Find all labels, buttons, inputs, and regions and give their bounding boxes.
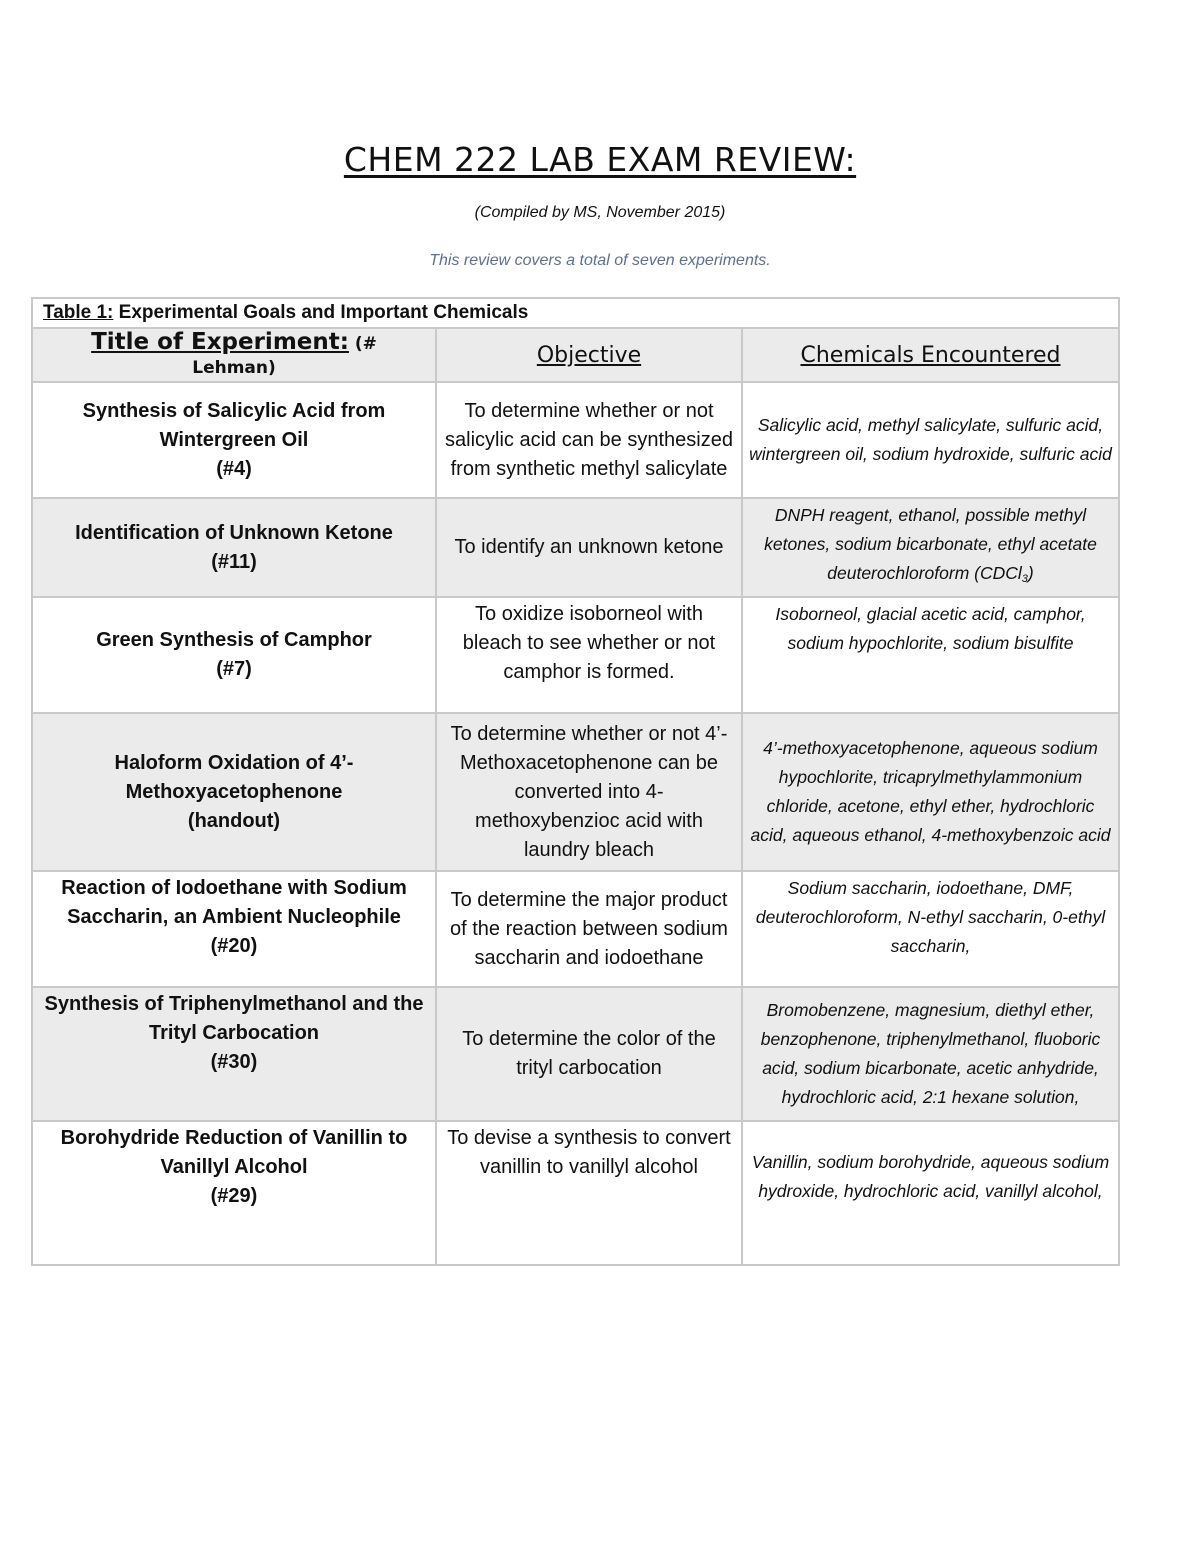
experiment-title: Reaction of Iodoethane with Sodium Saccharin, an Ambient Nucleophile [61,877,407,928]
experiment-title: Synthesis of Triphenylmethanol and the Trityl Carbocation [44,993,424,1044]
objective-cell: To determine whether or not salicylic acid can be synthesized from synthetic methyl salicylate [436,382,742,498]
experiment-title-cell [32,987,436,1121]
objective-cell: To determine whether or not 4’-Methoxacetophenone can be converted into 4-methoxybenzioc acid with laundry bleach [436,713,742,871]
experiment-number: (#4) [216,457,252,480]
experiment-title: Identification of Unknown Ketone [75,521,393,544]
objective-cell: To determine the color of the trityl carbocation [436,987,742,1121]
table-caption-text: Experimental Goals and Important Chemicals [113,302,529,323]
table-caption-label: Table 1: [43,302,114,323]
experiment-number: (handout) [187,809,281,832]
experiment-title-cell [32,382,436,498]
document-title: CHEM 222 LAB EXAM REVIEW: [343,140,857,179]
experiment-title-cell [32,871,436,987]
table-row [32,1121,1119,1265]
chemicals-cell: Salicylic acid, methyl salicylate, sulfuric acid, wintergreen oil, sodium hydroxide, sulfuric acid [742,382,1119,498]
table-caption-row [32,298,1119,328]
table-row [32,871,1119,987]
compiled-note: (Compiled by MS, November 2015) [474,204,726,221]
experiment-title: Green Synthesis of Camphor [96,629,372,651]
table-row [32,382,1119,498]
experiment-title: Haloform Oxidation of 4’-Methoxyacetophenone [114,751,354,803]
chemicals-cell: Isoborneol, glacial acetic acid, camphor, sodium hypochlorite, sodium bisulfite [742,597,1119,713]
header-title-label: Title of Experiment: [91,329,349,355]
header-objective: Objective [436,328,742,382]
chemicals-cell: Bromobenzene, magnesium, diethyl ether, benzophenone, triphenylmethanol, fluoboric acid, sodium bicarbonate, acetic anhydride, hydrochloric acid, 2:1 hexane solution, [742,987,1119,1121]
experiment-number: (#30) [210,1051,258,1073]
objective-cell: To devise a synthesis to convert vanillin to vanillyl alcohol [436,1121,742,1265]
table-caption [32,298,1119,328]
experiment-number: (#29) [210,1185,258,1207]
header-chemicals: Chemicals Encountered [742,328,1119,382]
experiment-title: Synthesis of Salicylic Acid from Wintergreen Oil [82,399,386,451]
experiment-number: (#11) [211,550,257,573]
objective-cell: To determine the major product of the reaction between sodium saccharin and iodoethane [436,871,742,987]
objective-cell: To identify an unknown ketone [436,498,742,597]
experiment-title-cell [32,1121,436,1265]
chemicals-cell: DNPH reagent, ethanol, possible methyl ketones, sodium bicarbonate, ethyl acetate deuterochloroform (CDCl$_3$) [742,498,1119,597]
chemicals-cell: Sodium saccharin, iodoethane, DMF, deuterochloroform, N-ethyl saccharin, 0-ethyl saccharin, [742,871,1119,987]
header-title-sub: Lehman) [192,358,276,378]
experiments-table [31,297,1120,1266]
experiment-title-cell [32,498,436,597]
experiment-number: (#7) [216,658,252,680]
table-header-row [32,328,1119,382]
header-title-suffix: (# [348,334,377,354]
coverage-note: This review covers a total of seven experiments. [429,252,771,269]
header-title-of-experiment [32,328,436,382]
objective-cell: To oxidize isoborneol with bleach to see whether or not camphor is formed. [436,597,742,713]
table-row [32,987,1119,1121]
chemicals-cell: 4’-methoxyacetophenone, aqueous sodium hypochlorite, tricaprylmethylammonium chloride, acetone, ethyl ether, hydrochloric acid, aqueous ethanol, 4-methoxybenzoic acid [742,713,1119,871]
experiment-title: Borohydride Reduction of Vanillin to Vanillyl Alcohol [60,1127,408,1178]
experiment-title-cell [32,597,436,713]
table-row [32,498,1119,597]
table-row [32,713,1119,871]
chemicals-cell: Vanillin, sodium borohydride, aqueous sodium hydroxide, hydrochloric acid, vanillyl alcohol, [742,1121,1119,1265]
table-row [32,597,1119,713]
experiment-title-cell [32,713,436,871]
experiment-number: (#20) [210,935,258,957]
